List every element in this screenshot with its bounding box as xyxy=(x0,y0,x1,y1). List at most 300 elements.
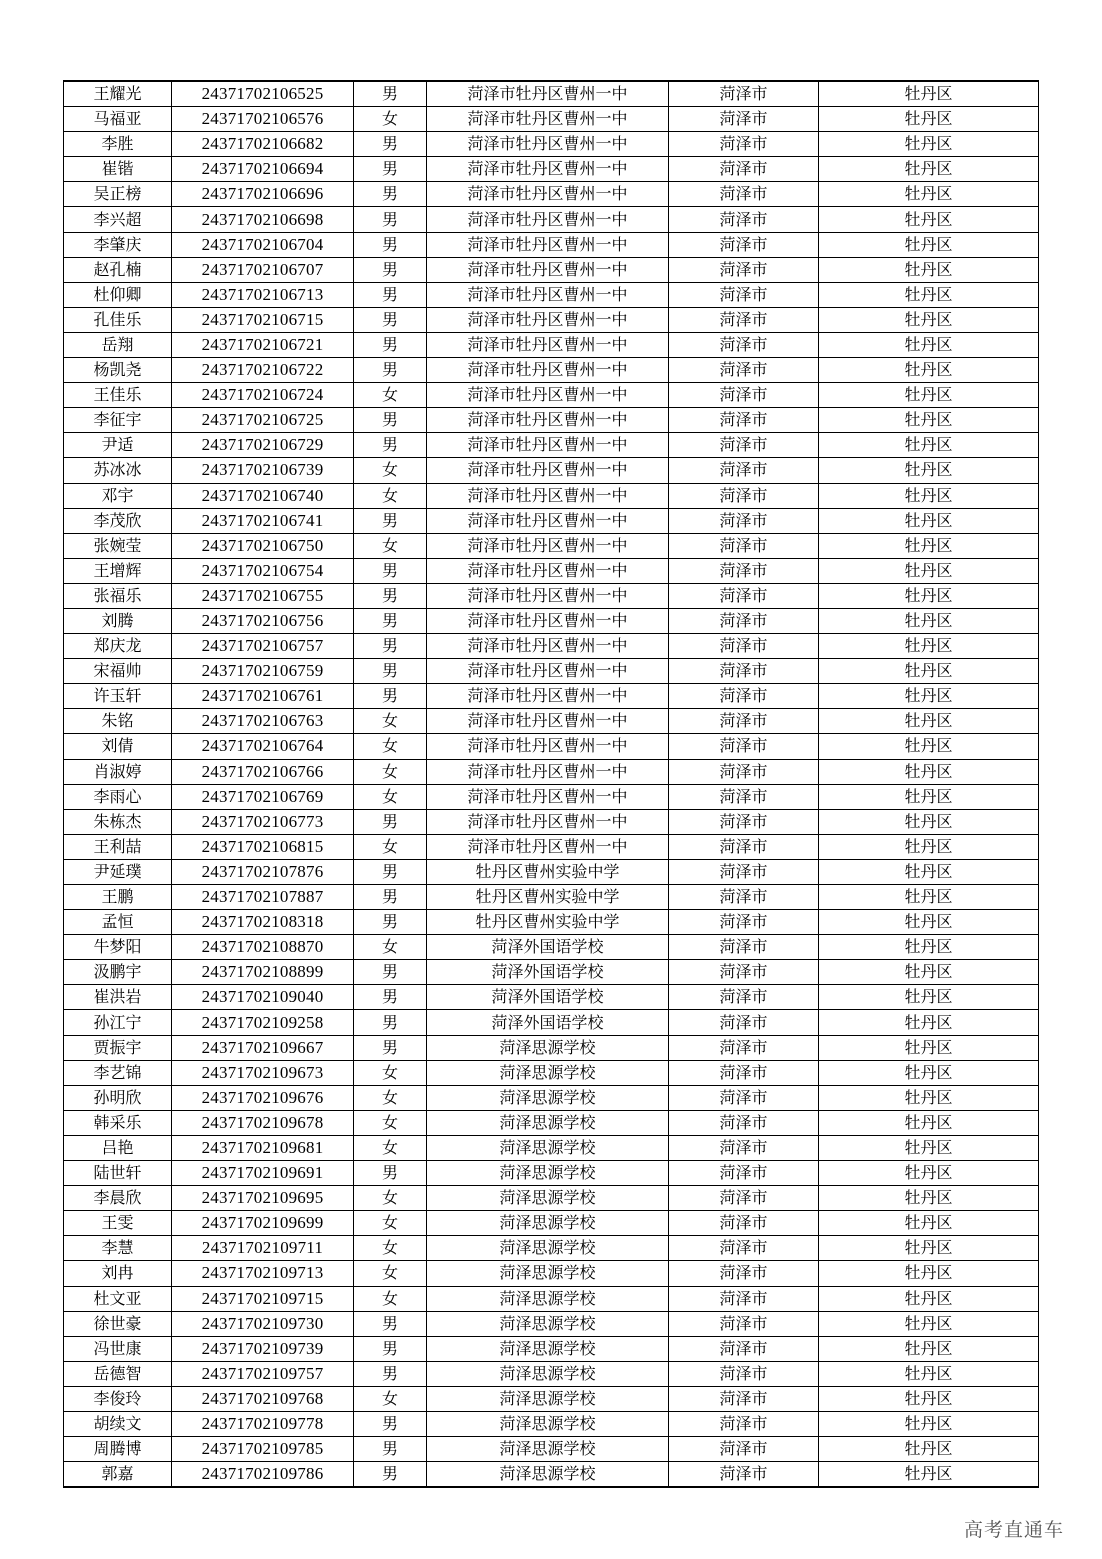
exam-id-cell: 24371702109778 xyxy=(172,1411,354,1436)
exam-id-cell: 24371702106713 xyxy=(172,282,354,307)
district-cell: 牡丹区 xyxy=(819,859,1039,884)
city-cell: 菏泽市 xyxy=(669,1437,819,1462)
exam-id-cell: 24371702106740 xyxy=(172,483,354,508)
table-row xyxy=(64,207,1039,232)
name-cell: 岳德智 xyxy=(64,1361,172,1386)
name-cell: 孙明欣 xyxy=(64,1085,172,1110)
city-cell: 菏泽市 xyxy=(669,182,819,207)
name-cell: 朱栋杰 xyxy=(64,809,172,834)
name-cell: 李艺锦 xyxy=(64,1060,172,1085)
gender-cell: 女 xyxy=(354,834,427,859)
district-cell: 牡丹区 xyxy=(819,282,1039,307)
table-row xyxy=(64,1135,1039,1160)
name-cell: 赵孔楠 xyxy=(64,257,172,282)
district-cell: 牡丹区 xyxy=(819,508,1039,533)
gender-cell: 男 xyxy=(354,1035,427,1060)
exam-id-cell: 24371702106759 xyxy=(172,659,354,684)
exam-id-cell: 24371702109258 xyxy=(172,1010,354,1035)
gender-cell: 男 xyxy=(354,684,427,709)
name-cell: 杨凯尧 xyxy=(64,358,172,383)
table-row xyxy=(64,759,1039,784)
name-cell: 李雨心 xyxy=(64,784,172,809)
gender-cell: 女 xyxy=(354,784,427,809)
city-cell: 菏泽市 xyxy=(669,1211,819,1236)
school-cell: 菏泽市牡丹区曹州一中 xyxy=(427,634,669,659)
district-cell: 牡丹区 xyxy=(819,1361,1039,1386)
table-row xyxy=(64,157,1039,182)
gender-cell: 男 xyxy=(354,282,427,307)
district-cell: 牡丹区 xyxy=(819,684,1039,709)
gender-cell: 男 xyxy=(354,307,427,332)
city-cell: 菏泽市 xyxy=(669,809,819,834)
exam-id-cell: 24371702107876 xyxy=(172,859,354,884)
city-cell: 菏泽市 xyxy=(669,1361,819,1386)
gender-cell: 男 xyxy=(354,1437,427,1462)
city-cell: 菏泽市 xyxy=(669,81,819,107)
gender-cell: 男 xyxy=(354,1462,427,1488)
exam-id-cell: 24371702109673 xyxy=(172,1060,354,1085)
exam-id-cell: 24371702106525 xyxy=(172,81,354,107)
name-cell: 孟恒 xyxy=(64,910,172,935)
district-cell: 牡丹区 xyxy=(819,935,1039,960)
exam-id-cell: 24371702109713 xyxy=(172,1261,354,1286)
city-cell: 菏泽市 xyxy=(669,1336,819,1361)
table-row xyxy=(64,1211,1039,1236)
gender-cell: 男 xyxy=(354,608,427,633)
exam-id-cell: 24371702108318 xyxy=(172,910,354,935)
student-list-table xyxy=(63,80,1039,1488)
city-cell: 菏泽市 xyxy=(669,132,819,157)
school-cell: 菏泽市牡丹区曹州一中 xyxy=(427,358,669,383)
exam-id-cell: 24371702106715 xyxy=(172,307,354,332)
name-cell: 李晨欣 xyxy=(64,1186,172,1211)
city-cell: 菏泽市 xyxy=(669,207,819,232)
school-cell: 菏泽思源学校 xyxy=(427,1361,669,1386)
gender-cell: 男 xyxy=(354,81,427,107)
table-row xyxy=(64,608,1039,633)
school-cell: 菏泽市牡丹区曹州一中 xyxy=(427,307,669,332)
exam-id-cell: 24371702109678 xyxy=(172,1110,354,1135)
table-row xyxy=(64,834,1039,859)
table-row xyxy=(64,232,1039,257)
city-cell: 菏泽市 xyxy=(669,659,819,684)
city-cell: 菏泽市 xyxy=(669,1311,819,1336)
gender-cell: 男 xyxy=(354,408,427,433)
district-cell: 牡丹区 xyxy=(819,1110,1039,1135)
school-cell: 菏泽市牡丹区曹州一中 xyxy=(427,207,669,232)
city-cell: 菏泽市 xyxy=(669,859,819,884)
school-cell: 菏泽市牡丹区曹州一中 xyxy=(427,257,669,282)
name-cell: 王增辉 xyxy=(64,558,172,583)
city-cell: 菏泽市 xyxy=(669,1286,819,1311)
city-cell: 菏泽市 xyxy=(669,1386,819,1411)
gender-cell: 男 xyxy=(354,358,427,383)
table-row xyxy=(64,1186,1039,1211)
exam-id-cell: 24371702109711 xyxy=(172,1236,354,1261)
city-cell: 菏泽市 xyxy=(669,433,819,458)
district-cell: 牡丹区 xyxy=(819,1286,1039,1311)
gender-cell: 男 xyxy=(354,960,427,985)
gender-cell: 男 xyxy=(354,182,427,207)
district-cell: 牡丹区 xyxy=(819,307,1039,332)
gender-cell: 男 xyxy=(354,659,427,684)
name-cell: 王利喆 xyxy=(64,834,172,859)
name-cell: 李慧 xyxy=(64,1236,172,1261)
district-cell: 牡丹区 xyxy=(819,358,1039,383)
gender-cell: 女 xyxy=(354,1135,427,1160)
name-cell: 牛梦阳 xyxy=(64,935,172,960)
city-cell: 菏泽市 xyxy=(669,1411,819,1436)
district-cell: 牡丹区 xyxy=(819,910,1039,935)
district-cell: 牡丹区 xyxy=(819,232,1039,257)
table-row xyxy=(64,508,1039,533)
school-cell: 菏泽市牡丹区曹州一中 xyxy=(427,332,669,357)
name-cell: 王鹏 xyxy=(64,885,172,910)
city-cell: 菏泽市 xyxy=(669,157,819,182)
table-row xyxy=(64,1336,1039,1361)
city-cell: 菏泽市 xyxy=(669,458,819,483)
school-cell: 菏泽市牡丹区曹州一中 xyxy=(427,734,669,759)
school-cell: 菏泽市牡丹区曹州一中 xyxy=(427,558,669,583)
school-cell: 菏泽市牡丹区曹州一中 xyxy=(427,107,669,132)
district-cell: 牡丹区 xyxy=(819,458,1039,483)
gender-cell: 男 xyxy=(354,1336,427,1361)
district-cell: 牡丹区 xyxy=(819,1411,1039,1436)
gender-cell: 男 xyxy=(354,809,427,834)
gender-cell: 男 xyxy=(354,1411,427,1436)
gender-cell: 女 xyxy=(354,107,427,132)
name-cell: 胡续文 xyxy=(64,1411,172,1436)
city-cell: 菏泽市 xyxy=(669,1186,819,1211)
gender-cell: 男 xyxy=(354,132,427,157)
city-cell: 菏泽市 xyxy=(669,684,819,709)
city-cell: 菏泽市 xyxy=(669,1135,819,1160)
table-row xyxy=(64,81,1039,107)
city-cell: 菏泽市 xyxy=(669,784,819,809)
exam-id-cell: 24371702106754 xyxy=(172,558,354,583)
name-cell: 马福亚 xyxy=(64,107,172,132)
table-row xyxy=(64,1437,1039,1462)
city-cell: 菏泽市 xyxy=(669,332,819,357)
school-cell: 菏泽思源学校 xyxy=(427,1060,669,1085)
exam-id-cell: 24371702106761 xyxy=(172,684,354,709)
table-row xyxy=(64,985,1039,1010)
table-row xyxy=(64,1060,1039,1085)
city-cell: 菏泽市 xyxy=(669,508,819,533)
exam-id-cell: 24371702106722 xyxy=(172,358,354,383)
name-cell: 冯世康 xyxy=(64,1336,172,1361)
name-cell: 韩采乐 xyxy=(64,1110,172,1135)
table-row xyxy=(64,1035,1039,1060)
city-cell: 菏泽市 xyxy=(669,759,819,784)
school-cell: 菏泽思源学校 xyxy=(427,1110,669,1135)
table-row xyxy=(64,358,1039,383)
district-cell: 牡丹区 xyxy=(819,408,1039,433)
school-cell: 菏泽市牡丹区曹州一中 xyxy=(427,157,669,182)
exam-id-cell: 24371702106739 xyxy=(172,458,354,483)
district-cell: 牡丹区 xyxy=(819,734,1039,759)
table-row xyxy=(64,558,1039,583)
school-cell: 菏泽市牡丹区曹州一中 xyxy=(427,608,669,633)
name-cell: 刘腾 xyxy=(64,608,172,633)
exam-id-cell: 24371702109786 xyxy=(172,1462,354,1488)
district-cell: 牡丹区 xyxy=(819,709,1039,734)
gender-cell: 女 xyxy=(354,1261,427,1286)
school-cell: 菏泽思源学校 xyxy=(427,1035,669,1060)
district-cell: 牡丹区 xyxy=(819,1236,1039,1261)
school-cell: 菏泽市牡丹区曹州一中 xyxy=(427,433,669,458)
exam-id-cell: 24371702106696 xyxy=(172,182,354,207)
table-row xyxy=(64,282,1039,307)
school-cell: 牡丹区曹州实验中学 xyxy=(427,910,669,935)
table-row xyxy=(64,885,1039,910)
district-cell: 牡丹区 xyxy=(819,558,1039,583)
gender-cell: 男 xyxy=(354,332,427,357)
name-cell: 李兴超 xyxy=(64,207,172,232)
name-cell: 崔锴 xyxy=(64,157,172,182)
district-cell: 牡丹区 xyxy=(819,834,1039,859)
school-cell: 菏泽市牡丹区曹州一中 xyxy=(427,684,669,709)
exam-id-cell: 24371702106756 xyxy=(172,608,354,633)
city-cell: 菏泽市 xyxy=(669,1261,819,1286)
gender-cell: 女 xyxy=(354,935,427,960)
school-cell: 牡丹区曹州实验中学 xyxy=(427,885,669,910)
table-body xyxy=(64,81,1039,1487)
exam-id-cell: 24371702108870 xyxy=(172,935,354,960)
name-cell: 徐世豪 xyxy=(64,1311,172,1336)
city-cell: 菏泽市 xyxy=(669,107,819,132)
city-cell: 菏泽市 xyxy=(669,282,819,307)
district-cell: 牡丹区 xyxy=(819,1261,1039,1286)
gender-cell: 女 xyxy=(354,533,427,558)
district-cell: 牡丹区 xyxy=(819,1437,1039,1462)
table-row xyxy=(64,1085,1039,1110)
gender-cell: 女 xyxy=(354,1060,427,1085)
school-cell: 菏泽市牡丹区曹州一中 xyxy=(427,232,669,257)
city-cell: 菏泽市 xyxy=(669,383,819,408)
name-cell: 王雯 xyxy=(64,1211,172,1236)
table-row xyxy=(64,910,1039,935)
district-cell: 牡丹区 xyxy=(819,1211,1039,1236)
school-cell: 菏泽思源学校 xyxy=(427,1211,669,1236)
gender-cell: 男 xyxy=(354,157,427,182)
gender-cell: 男 xyxy=(354,433,427,458)
watermark-text: 高考直通车 xyxy=(964,1519,1065,1541)
district-cell: 牡丹区 xyxy=(819,1462,1039,1488)
name-cell: 王佳乐 xyxy=(64,383,172,408)
exam-id-cell: 24371702106694 xyxy=(172,157,354,182)
exam-id-cell: 24371702109715 xyxy=(172,1286,354,1311)
district-cell: 牡丹区 xyxy=(819,81,1039,107)
table-row xyxy=(64,1286,1039,1311)
name-cell: 刘倩 xyxy=(64,734,172,759)
city-cell: 菏泽市 xyxy=(669,1462,819,1488)
exam-id-cell: 24371702109757 xyxy=(172,1361,354,1386)
name-cell: 刘冉 xyxy=(64,1261,172,1286)
school-cell: 菏泽市牡丹区曹州一中 xyxy=(427,809,669,834)
exam-id-cell: 24371702106707 xyxy=(172,257,354,282)
school-cell: 菏泽市牡丹区曹州一中 xyxy=(427,533,669,558)
exam-id-cell: 24371702109699 xyxy=(172,1211,354,1236)
district-cell: 牡丹区 xyxy=(819,608,1039,633)
city-cell: 菏泽市 xyxy=(669,583,819,608)
table-row xyxy=(64,583,1039,608)
name-cell: 邓宇 xyxy=(64,483,172,508)
exam-id-cell: 24371702109695 xyxy=(172,1186,354,1211)
school-cell: 菏泽外国语学校 xyxy=(427,960,669,985)
district-cell: 牡丹区 xyxy=(819,1311,1039,1336)
name-cell: 肖淑婷 xyxy=(64,759,172,784)
table-row xyxy=(64,107,1039,132)
school-cell: 菏泽思源学校 xyxy=(427,1135,669,1160)
school-cell: 菏泽外国语学校 xyxy=(427,985,669,1010)
city-cell: 菏泽市 xyxy=(669,985,819,1010)
school-cell: 菏泽外国语学校 xyxy=(427,1010,669,1035)
exam-id-cell: 24371702109040 xyxy=(172,985,354,1010)
district-cell: 牡丹区 xyxy=(819,1060,1039,1085)
school-cell: 菏泽市牡丹区曹州一中 xyxy=(427,383,669,408)
exam-id-cell: 24371702109768 xyxy=(172,1386,354,1411)
exam-id-cell: 24371702106682 xyxy=(172,132,354,157)
city-cell: 菏泽市 xyxy=(669,232,819,257)
exam-id-cell: 24371702106698 xyxy=(172,207,354,232)
city-cell: 菏泽市 xyxy=(669,257,819,282)
school-cell: 菏泽思源学校 xyxy=(427,1411,669,1436)
table-row xyxy=(64,659,1039,684)
district-cell: 牡丹区 xyxy=(819,885,1039,910)
name-cell: 郑庆龙 xyxy=(64,634,172,659)
school-cell: 菏泽市牡丹区曹州一中 xyxy=(427,583,669,608)
table-row xyxy=(64,859,1039,884)
name-cell: 张婉莹 xyxy=(64,533,172,558)
gender-cell: 女 xyxy=(354,458,427,483)
name-cell: 李胜 xyxy=(64,132,172,157)
district-cell: 牡丹区 xyxy=(819,207,1039,232)
table-row xyxy=(64,1411,1039,1436)
table-row xyxy=(64,1386,1039,1411)
name-cell: 杜文亚 xyxy=(64,1286,172,1311)
school-cell: 菏泽市牡丹区曹州一中 xyxy=(427,282,669,307)
table-row xyxy=(64,383,1039,408)
gender-cell: 男 xyxy=(354,985,427,1010)
district-cell: 牡丹区 xyxy=(819,634,1039,659)
gender-cell: 女 xyxy=(354,1110,427,1135)
exam-id-cell: 24371702106725 xyxy=(172,408,354,433)
name-cell: 尹适 xyxy=(64,433,172,458)
school-cell: 菏泽思源学校 xyxy=(427,1236,669,1261)
table-row xyxy=(64,809,1039,834)
name-cell: 尹延璞 xyxy=(64,859,172,884)
gender-cell: 男 xyxy=(354,1361,427,1386)
exam-id-cell: 24371702106704 xyxy=(172,232,354,257)
school-cell: 菏泽市牡丹区曹州一中 xyxy=(427,132,669,157)
gender-cell: 男 xyxy=(354,1311,427,1336)
name-cell: 崔洪岩 xyxy=(64,985,172,1010)
district-cell: 牡丹区 xyxy=(819,809,1039,834)
city-cell: 菏泽市 xyxy=(669,834,819,859)
gender-cell: 女 xyxy=(354,734,427,759)
gender-cell: 男 xyxy=(354,207,427,232)
gender-cell: 男 xyxy=(354,1161,427,1186)
school-cell: 菏泽思源学校 xyxy=(427,1462,669,1488)
district-cell: 牡丹区 xyxy=(819,583,1039,608)
school-cell: 菏泽市牡丹区曹州一中 xyxy=(427,659,669,684)
city-cell: 菏泽市 xyxy=(669,960,819,985)
city-cell: 菏泽市 xyxy=(669,1060,819,1085)
district-cell: 牡丹区 xyxy=(819,960,1039,985)
table-row xyxy=(64,960,1039,985)
city-cell: 菏泽市 xyxy=(669,307,819,332)
gender-cell: 女 xyxy=(354,1386,427,1411)
table-row xyxy=(64,1462,1039,1488)
exam-id-cell: 24371702106773 xyxy=(172,809,354,834)
exam-id-cell: 24371702106769 xyxy=(172,784,354,809)
table-row xyxy=(64,935,1039,960)
district-cell: 牡丹区 xyxy=(819,132,1039,157)
table-row xyxy=(64,1311,1039,1336)
school-cell: 菏泽外国语学校 xyxy=(427,935,669,960)
district-cell: 牡丹区 xyxy=(819,332,1039,357)
district-cell: 牡丹区 xyxy=(819,107,1039,132)
city-cell: 菏泽市 xyxy=(669,558,819,583)
city-cell: 菏泽市 xyxy=(669,408,819,433)
district-cell: 牡丹区 xyxy=(819,985,1039,1010)
city-cell: 菏泽市 xyxy=(669,608,819,633)
gender-cell: 女 xyxy=(354,483,427,508)
name-cell: 李俊玲 xyxy=(64,1386,172,1411)
school-cell: 菏泽市牡丹区曹州一中 xyxy=(427,709,669,734)
exam-id-cell: 24371702109785 xyxy=(172,1437,354,1462)
table-row xyxy=(64,458,1039,483)
city-cell: 菏泽市 xyxy=(669,709,819,734)
district-cell: 牡丹区 xyxy=(819,784,1039,809)
city-cell: 菏泽市 xyxy=(669,483,819,508)
name-cell: 贾振宇 xyxy=(64,1035,172,1060)
school-cell: 菏泽市牡丹区曹州一中 xyxy=(427,483,669,508)
city-cell: 菏泽市 xyxy=(669,533,819,558)
school-cell: 菏泽思源学校 xyxy=(427,1161,669,1186)
exam-id-cell: 24371702106757 xyxy=(172,634,354,659)
name-cell: 李征宇 xyxy=(64,408,172,433)
table-row xyxy=(64,1010,1039,1035)
exam-id-cell: 24371702106721 xyxy=(172,332,354,357)
district-cell: 牡丹区 xyxy=(819,1386,1039,1411)
gender-cell: 女 xyxy=(354,759,427,784)
city-cell: 菏泽市 xyxy=(669,734,819,759)
gender-cell: 女 xyxy=(354,1286,427,1311)
city-cell: 菏泽市 xyxy=(669,910,819,935)
exam-id-cell: 24371702106576 xyxy=(172,107,354,132)
gender-cell: 男 xyxy=(354,257,427,282)
gender-cell: 男 xyxy=(354,508,427,533)
exam-id-cell: 24371702106729 xyxy=(172,433,354,458)
gender-cell: 女 xyxy=(354,1085,427,1110)
district-cell: 牡丹区 xyxy=(819,433,1039,458)
district-cell: 牡丹区 xyxy=(819,1085,1039,1110)
exam-id-cell: 24371702109730 xyxy=(172,1311,354,1336)
gender-cell: 男 xyxy=(354,859,427,884)
name-cell: 吕艳 xyxy=(64,1135,172,1160)
exam-id-cell: 24371702106766 xyxy=(172,759,354,784)
district-cell: 牡丹区 xyxy=(819,383,1039,408)
table-row xyxy=(64,408,1039,433)
city-cell: 菏泽市 xyxy=(669,1010,819,1035)
school-cell: 菏泽思源学校 xyxy=(427,1311,669,1336)
name-cell: 孔佳乐 xyxy=(64,307,172,332)
table-row xyxy=(64,533,1039,558)
gender-cell: 男 xyxy=(354,558,427,583)
district-cell: 牡丹区 xyxy=(819,533,1039,558)
